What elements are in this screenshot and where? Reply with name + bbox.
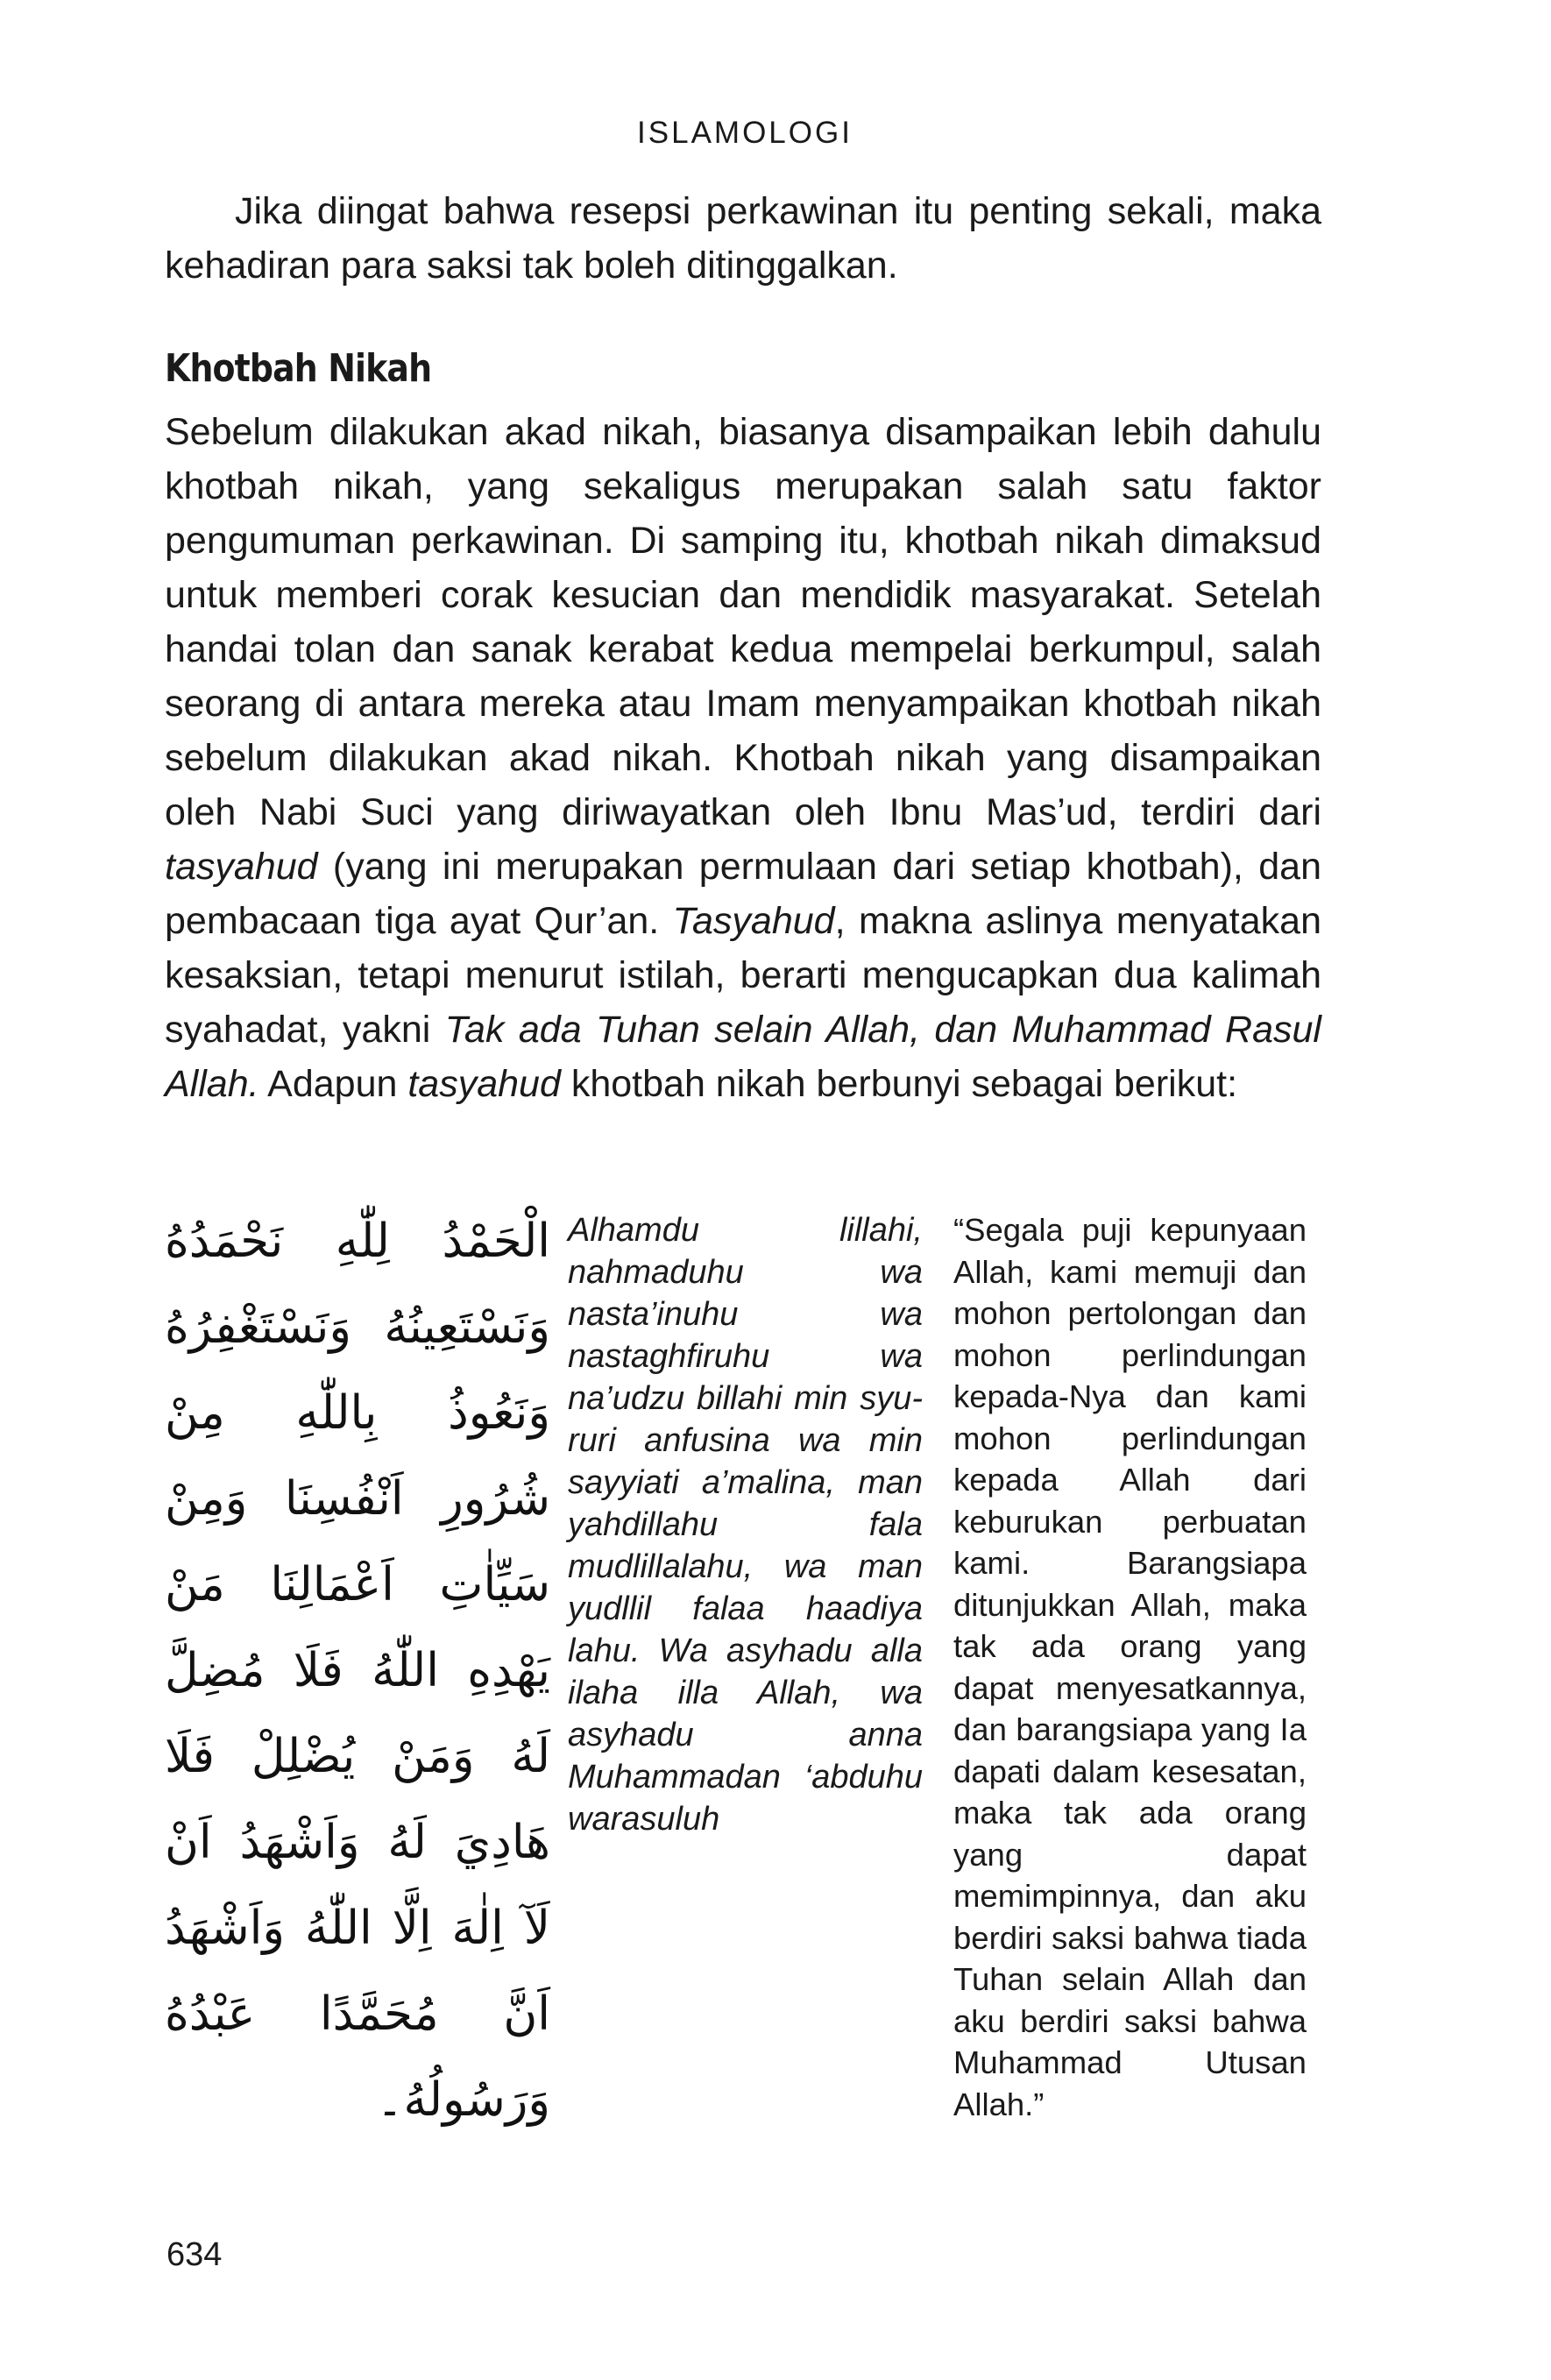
paragraph-italic-3: Tak ada Tuhan selain Allah, dan Muhammad Rasul Allah. [165,1009,1321,1105]
running-head: ISLAMOLOGI [637,116,853,150]
paragraph-text-5: khotbah nikah berbunyi sebagai berikut: [560,1063,1238,1105]
arabic-text-column: الْحَمْدُ لِلّٰهِ نَحْمَدُهُ وَنَسْتَعِينُهُ وَنَسْتَغْفِرُهُ وَنَعُوذُ بِاللّٰهِ مِنْ شُرُورِ اَنْفُسِنَا وَمِنْ سَيِّاٰتِ اَعْمَالِنَا مَنْ يَهْدِهِ اللّٰهُ فَلَا مُضِلَّ لَهُ وَمَنْ يُضْلِلْ فَلَا هَادِيَ لَهُ وَاَشْهَدُ اَنْ لَآ اِلٰهَ اِلَّا اللّٰهُ وَاَشْهَدُ اَنَّ مُحَمَّدًا عَبْدُهُ وَرَسُولُهُ۔ [165,1215,550,2127]
paragraph-italic-2: Tasyahud [672,900,835,942]
paragraph-text-2: (yang ini merupakan permulaan dari setiap khotbah), dan pembacaan tiga ayat Qur’an. [165,846,1321,942]
transliteration-column: Alhamdu lillahi, nahmaduhu wa nasta’inuhu wa nastaghfiruhu wa na’udzu billahi min syu-ruri anfusina wa min sayyiati a’malina, man yahdillahu fala mudlillalahu, wa man yudllil falaa haadiya lahu. Wa asyhadu alla ilaha illa Allah, wa asyhadu anna Muhammadan ‘abduhu warasuluh [568,1212,923,1838]
intro-paragraph: Jika diingat bahwa resepsi perkawinan itu penting sekali, maka kehadiran para saksi tak boleh ditinggalkan. [165,190,1321,287]
translation-column: “Segala puji kepunyaan Allah, kami memuji dan mohon pertolongan dan mohon perlindungan kepada-Nya dan kami mohon perlindungan kepada Allah dari keburukan perbuatan kami. Barangsiapa ditunjukkan Allah, maka tak ada orang yang dapat menyesatkannya, dan barangsiapa yang Ia dapati dalam kesesatan, maka tak ada orang yang dapat memimpinnya, dan aku berdiri saksi bahwa tiada Tuhan selain Allah dan aku berdiri saksi bahwa Muhammad Utusan Allah.” [953,1212,1307,2122]
section-heading: Khotbah Nikah [165,346,432,391]
paragraph-text-4: Adapun [258,1063,408,1105]
paragraph-italic-1: tasyahud [165,846,318,888]
paragraph-text-3: , makna aslinya menyatakan kesaksian, tetapi menurut istilah, berarti mengucapkan dua kalimah syahadat, yakni [165,900,1321,1051]
page-number: 634 [166,2236,223,2273]
paragraph-italic-4: tasyahud [407,1063,561,1105]
body-paragraph [165,405,1321,1111]
paragraph-text-1: Sebelum dilakukan akad nikah, biasanya disampaikan lebih dahulu khotbah nikah, yang sekaligus merupakan salah satu faktor pengumuman perkawinan. Di samping itu, khotbah nikah dimaksud untuk memberi corak kesucian dan mendidik masyarakat. Setelah handai tolan dan sanak kerabat kedua mempelai berkumpul, salah seorang di antara mereka atau Imam menyampaikan khotbah nikah sebelum dilakukan akad nikah. Khotbah nikah yang disampaikan oleh Nabi Suci yang diriwayatkan oleh Ibnu Mas’ud, terdiri dari [165,411,1321,833]
